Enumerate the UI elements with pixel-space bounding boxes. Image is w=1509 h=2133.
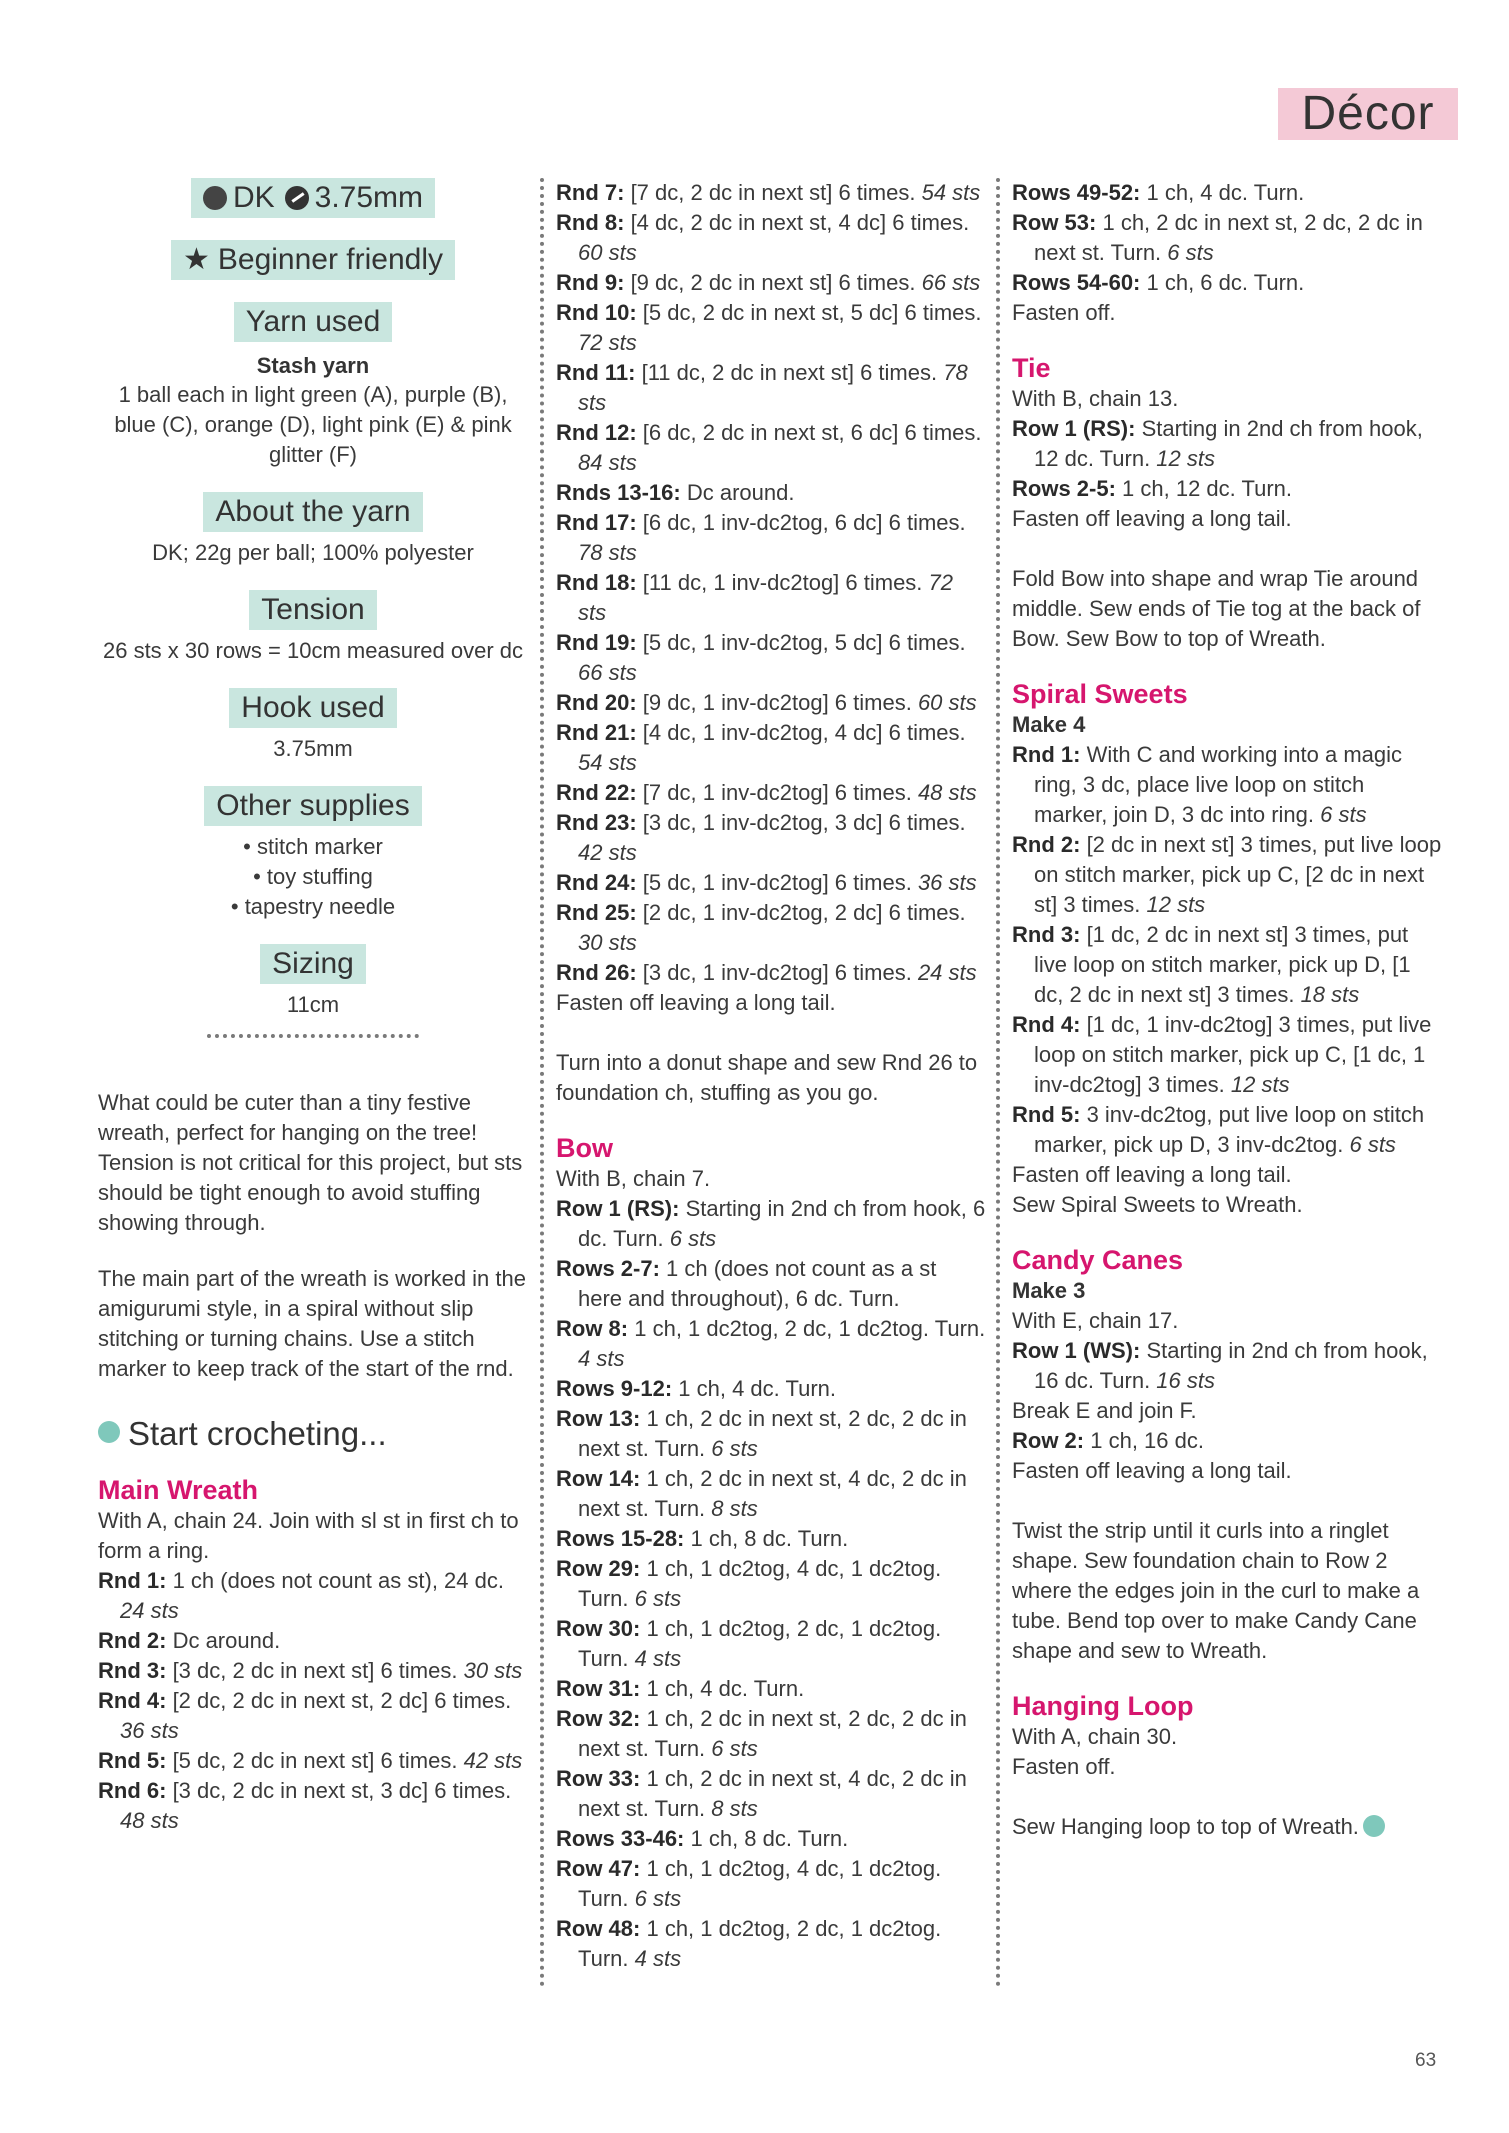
level-heading (171, 240, 455, 280)
supplies-heading: Other supplies (204, 786, 421, 826)
step-text: 1 ch, 2 dc in next st, 4 dc, 2 dc in next st. Turn. (578, 1466, 967, 1521)
pattern-step (556, 1194, 986, 1254)
step-text: [3 dc, 2 dc in next st, 3 dc] 6 times. (166, 1778, 512, 1803)
pattern-step (556, 358, 986, 418)
stitch-count: 30 sts (578, 930, 637, 955)
spiral-steps (1012, 740, 1442, 1160)
stitch-count: 36 sts (120, 1718, 179, 1743)
step-text: 1 ch, 6 dc. Turn. (1140, 270, 1305, 295)
stitch-count: 72 sts (578, 570, 954, 625)
step-label: Rnd 23: (556, 810, 637, 835)
bow-fasten: Fasten off. (1012, 300, 1116, 325)
step-label: Rnd 20: (556, 690, 637, 715)
pattern-step (556, 568, 986, 628)
step-label: Rnd 3: (1012, 922, 1081, 947)
step-label: Rnd 7: (556, 180, 625, 205)
hanging-finish (1012, 1812, 1442, 1842)
step-text: 1 ch, 8 dc. Turn. (684, 1526, 849, 1551)
step-text: [2 dc in next st] 3 times, put live loop on stitch marker, pick up C, [2 dc in next st] 3 times. (1034, 832, 1442, 917)
tension-block (98, 590, 528, 666)
bow-steps (556, 1194, 986, 1974)
yarn-used-sub: Stash yarn (256, 353, 370, 378)
step-label: Row 14: (556, 1466, 641, 1491)
stitch-count: 54 sts (921, 180, 981, 205)
step-label: Rows 2-7: (556, 1256, 660, 1281)
divider (207, 1034, 419, 1038)
pattern-step (556, 1764, 986, 1824)
pattern-step (556, 1404, 986, 1464)
pattern-step (556, 1674, 986, 1704)
pattern-step (1012, 830, 1442, 920)
about-yarn-heading: About the yarn (203, 492, 422, 532)
step-label: Rnd 4: (98, 1688, 167, 1713)
sizing-heading: Sizing (260, 944, 366, 984)
step-label: Rnd 21: (556, 720, 637, 745)
stitch-count: 6 sts (711, 1736, 758, 1761)
pattern-step (556, 898, 986, 958)
pattern-step (556, 1914, 986, 1974)
pattern-step (98, 1656, 528, 1686)
step-text: [11 dc, 1 inv-dc2tog] 6 times. (636, 570, 929, 595)
step-text: Dc around. (680, 480, 795, 505)
tie-intro: With B, chain 13. (1012, 386, 1179, 411)
tension-heading: Tension (249, 590, 376, 630)
step-text: 1 ch, 2 dc in next st, 2 dc, 2 dc in next st. Turn. (1034, 210, 1423, 265)
start-heading-text: Start crocheting... (128, 1415, 387, 1452)
pattern-step (1012, 474, 1442, 504)
step-label: Row 8: (556, 1316, 629, 1341)
step-text: 3 inv-dc2tog, put live loop on stitch marker, pick up D, 3 inv-dc2tog. (1034, 1102, 1425, 1157)
step-label: Rnd 10: (556, 300, 637, 325)
main-wreath-intro: With A, chain 24. Join with sl st in first ch to form a ring. (98, 1508, 519, 1563)
step-text: [9 dc, 2 dc in next st] 6 times. (624, 270, 922, 295)
yarn-ball-icon (1363, 1815, 1385, 1837)
stitch-count: 24 sts (917, 960, 977, 985)
stitch-count: 30 sts (463, 1658, 523, 1683)
step-label: Row 29: (556, 1556, 641, 1581)
stitch-count: 78 sts (578, 360, 968, 415)
step-text: 1 ch, 2 dc in next st, 4 dc, 2 dc in next st. Turn. (578, 1766, 967, 1821)
step-text: 1 ch, 4 dc. Turn. (1140, 180, 1305, 205)
candy-finish: Twist the strip until it curls into a ringlet shape. Sew foundation chain to Row 2 where the edges join in the curl to make a tube. Bend top over to make Candy Cane shape and sew to Wreath. (1012, 1518, 1420, 1663)
step-label: Rnd 4: (1012, 1012, 1081, 1037)
yarn-used-heading: Yarn used (234, 302, 393, 342)
step-text: [6 dc, 1 inv-dc2tog, 6 dc] 6 times. (636, 510, 966, 535)
stitch-count: 42 sts (463, 1748, 523, 1773)
pattern-step (556, 208, 986, 268)
step-label: Rnd 6: (98, 1778, 167, 1803)
yarn-used-text: 1 ball each in light green (A), purple (B), blue (C), orange (D), light pink (E) & pink glitter (F) (114, 382, 512, 467)
step-label: Rnd 11: (556, 360, 636, 385)
pattern-step (1012, 740, 1442, 830)
step-text: 1 ch, 2 dc in next st, 2 dc, 2 dc in next st. Turn. (578, 1706, 967, 1761)
stitch-count: 66 sts (578, 660, 637, 685)
main-wreath-steps-continued (556, 178, 986, 988)
step-text: 1 ch, 1 dc2tog, 4 dc, 1 dc2tog. Turn. (578, 1856, 942, 1911)
spiral-make: Make 4 (1012, 712, 1086, 737)
hanging-heading: Hanging Loop (1012, 1691, 1194, 1721)
about-yarn-block (98, 492, 528, 568)
step-text: 1 ch, 1 dc2tog, 2 dc, 1 dc2tog. Turn. (578, 1916, 942, 1971)
stitch-count: 4 sts (634, 1946, 682, 1971)
step-label: Rnd 17: (556, 510, 637, 535)
main-wreath-steps (98, 1566, 528, 1836)
step-text: Starting in 2nd ch from hook, 12 dc. Turn. (1034, 416, 1423, 471)
step-text: [5 dc, 2 dc in next st, 5 dc] 6 times. (636, 300, 982, 325)
main-wreath-finish: Turn into a donut shape and sew Rnd 26 to foundation ch, stuffing as you go. (556, 1050, 978, 1105)
step-label: Rows 54-60: (1012, 270, 1141, 295)
step-label: Rnd 19: (556, 630, 637, 655)
stitch-count: 60 sts (578, 240, 637, 265)
step-label: Row 1 (RS): (556, 1196, 680, 1221)
pattern-step (556, 1374, 986, 1404)
stitch-count: 78 sts (578, 540, 637, 565)
step-text: [5 dc, 1 inv-dc2tog, 5 dc] 6 times. (636, 630, 966, 655)
tie-fasten: Fasten off leaving a long tail. (1012, 506, 1292, 531)
stitch-count: 84 sts (578, 450, 637, 475)
pattern-step (556, 1554, 986, 1614)
hanging-fasten: Fasten off. (1012, 1754, 1116, 1779)
supplies-list (98, 832, 528, 922)
step-text: [2 dc, 2 dc in next st, 2 dc] 6 times. (166, 1688, 512, 1713)
main-wreath-heading: Main Wreath (98, 1475, 259, 1505)
tension-text: 26 sts x 30 rows = 10cm measured over dc (102, 638, 524, 663)
stitch-count: 12 sts (1146, 892, 1206, 917)
stitch-count: 48 sts (917, 780, 977, 805)
stitch-count: 48 sts (120, 1808, 179, 1833)
spec-heading (191, 178, 435, 218)
column-2 (556, 178, 986, 1974)
pattern-step (556, 628, 986, 688)
stitch-count: 6 sts (1320, 802, 1367, 827)
pattern-step (556, 868, 986, 898)
step-text: [3 dc, 2 dc in next st] 6 times. (166, 1658, 464, 1683)
pattern-step (556, 178, 986, 208)
pattern-step (556, 1524, 986, 1554)
hook-icon (285, 186, 309, 210)
pattern-step (556, 268, 986, 298)
column-1 (98, 178, 528, 1836)
stitch-count: 24 sts (120, 1598, 179, 1623)
step-label: Row 33: (556, 1766, 641, 1791)
step-text: With C and working into a magic ring, 3 dc, place live loop on stitch marker, join D, 3 dc into ring. (1034, 742, 1403, 827)
step-text: [1 dc, 1 inv-dc2tog] 3 times, put live loop on stitch marker, pick up C, [1 dc, 1 inv-dc2tog] 3 times. (1034, 1012, 1432, 1097)
stitch-count: 18 sts (1300, 982, 1360, 1007)
pattern-step (1012, 208, 1442, 268)
step-text: Dc around. (166, 1628, 281, 1653)
hanging-finish-text: Sew Hanging loop to top of Wreath. (1012, 1814, 1359, 1839)
step-label: Rnd 3: (98, 1658, 167, 1683)
step-text: [1 dc, 2 dc in next st] 3 times, put live loop on stitch marker, pick up D, [1 dc, 2 dc in next st] 3 times. (1034, 922, 1411, 1007)
step-label: Rnd 24: (556, 870, 637, 895)
pattern-step (556, 718, 986, 778)
step-text: 1 ch, 1 dc2tog, 2 dc, 1 dc2tog. Turn. (628, 1316, 986, 1341)
bow-intro: With B, chain 7. (556, 1166, 711, 1191)
step-text: 1 ch, 4 dc. Turn. (672, 1376, 837, 1401)
candy-break: Break E and join F. (1012, 1398, 1197, 1423)
about-yarn-text: DK; 22g per ball; 100% polyester (152, 540, 474, 565)
step-text: [5 dc, 1 inv-dc2tog] 6 times. (636, 870, 918, 895)
spec-block (98, 178, 528, 218)
spec-yarn: DK (232, 181, 275, 214)
step-label: Rnd 2: (98, 1628, 167, 1653)
supply-item: • toy stuffing (98, 862, 528, 892)
pattern-step (556, 1704, 986, 1764)
step-label: Rnd 26: (556, 960, 637, 985)
pattern-step (1012, 414, 1442, 474)
candy-intro: With E, chain 17. (1012, 1308, 1179, 1333)
pattern-step (556, 1464, 986, 1524)
step-label: Rnd 22: (556, 780, 637, 805)
stitch-count: 66 sts (921, 270, 981, 295)
pattern-step (98, 1566, 528, 1626)
stitch-count: 60 sts (917, 690, 977, 715)
level-block (98, 240, 528, 280)
step-label: Row 53: (1012, 210, 1097, 235)
step-text: Starting in 2nd ch from hook, 16 dc. Turn. (1034, 1338, 1428, 1393)
step-label: Rnd 25: (556, 900, 637, 925)
hook-block (98, 688, 528, 764)
step-label: Rnd 1: (1012, 742, 1081, 767)
step-label: Rows 2-5: (1012, 476, 1116, 501)
pattern-step (556, 958, 986, 988)
supply-item: • stitch marker (98, 832, 528, 862)
stitch-count: 12 sts (1230, 1072, 1290, 1097)
pattern-step (98, 1686, 528, 1746)
spiral-heading: Spiral Sweets (1012, 679, 1188, 709)
start-heading (98, 1414, 528, 1454)
stitch-count: 6 sts (634, 1886, 682, 1911)
yarn-ball-icon (203, 186, 227, 210)
candy-steps-2 (1012, 1426, 1442, 1456)
step-text: 1 ch, 4 dc. Turn. (640, 1676, 805, 1701)
step-text: 1 ch, 2 dc in next st, 2 dc, 2 dc in next st. Turn. (578, 1406, 967, 1461)
step-label: Row 31: (556, 1676, 641, 1701)
level-text: Beginner friendly (217, 243, 444, 276)
pattern-step (1012, 920, 1442, 1010)
step-text: 1 ch (does not count as st), 24 dc. (166, 1568, 504, 1593)
pattern-step (1012, 178, 1442, 208)
page-number: 63 (1415, 2050, 1437, 2071)
column-3 (1012, 178, 1442, 1842)
stitch-count: 16 sts (1156, 1368, 1215, 1393)
step-text: [6 dc, 2 dc in next st, 6 dc] 6 times. (636, 420, 982, 445)
hook-text: 3.75mm (273, 736, 353, 761)
stitch-count: 6 sts (1349, 1132, 1396, 1157)
pattern-step (1012, 1100, 1442, 1160)
stitch-count: 6 sts (669, 1226, 717, 1251)
step-text: [11 dc, 2 dc in next st] 6 times. (635, 360, 944, 385)
stitch-count: 42 sts (578, 840, 637, 865)
step-label: Rnd 5: (1012, 1102, 1081, 1127)
step-label: Rnd 12: (556, 420, 637, 445)
step-label: Rows 15-28: (556, 1526, 685, 1551)
step-text: [3 dc, 1 inv-dc2tog] 6 times. (636, 960, 918, 985)
step-text: 1 ch (does not count as a st here and throughout), 6 dc. Turn. (578, 1256, 937, 1311)
stitch-count: 54 sts (578, 750, 637, 775)
step-text: 1 ch, 16 dc. (1084, 1428, 1204, 1453)
yarn-used-block (98, 302, 528, 470)
section-tag: Décor (1278, 88, 1458, 140)
step-text: 1 ch, 1 dc2tog, 2 dc, 1 dc2tog. Turn. (578, 1616, 942, 1671)
step-text: [2 dc, 1 inv-dc2tog, 2 dc] 6 times. (636, 900, 966, 925)
hook-heading: Hook used (229, 688, 396, 728)
step-text: [9 dc, 1 inv-dc2tog] 6 times. (636, 690, 918, 715)
stitch-count: 4 sts (578, 1346, 625, 1371)
column-divider (540, 178, 544, 1988)
step-label: Rows 9-12: (556, 1376, 673, 1401)
step-text: Starting in 2nd ch from hook, 6 dc. Turn. (578, 1196, 986, 1251)
step-label: Rnds 13-16: (556, 480, 681, 505)
intro-paragraph: The main part of the wreath is worked in the amigurumi style, in a spiral without slip stitching or turning chains. Use a stitch marker to keep track of the start of the rnd. (98, 1266, 526, 1381)
step-label: Rows 33-46: (556, 1826, 685, 1851)
spec-hook: 3.75mm (314, 181, 424, 214)
step-text: [4 dc, 1 inv-dc2tog, 4 dc] 6 times. (636, 720, 966, 745)
step-label: Rnd 2: (1012, 832, 1081, 857)
stitch-count: 72 sts (578, 330, 637, 355)
pattern-step (1012, 268, 1442, 298)
step-text: [4 dc, 2 dc in next st, 4 dc] 6 times. (624, 210, 970, 235)
pattern-step (1012, 1426, 1442, 1456)
supply-item: • tapestry needle (98, 892, 528, 922)
pattern-step (1012, 1010, 1442, 1100)
step-label: Row 2: (1012, 1428, 1085, 1453)
step-label: Row 1 (RS): (1012, 416, 1136, 441)
supplies-block (98, 786, 528, 922)
pattern-step (98, 1626, 528, 1656)
pattern-step (556, 1854, 986, 1914)
step-text: [7 dc, 1 inv-dc2tog] 6 times. (636, 780, 918, 805)
yarn-ball-icon (98, 1421, 120, 1443)
stitch-count: 6 sts (634, 1586, 682, 1611)
pattern-step (556, 478, 986, 508)
step-label: Row 32: (556, 1706, 641, 1731)
candy-fasten: Fasten off leaving a long tail. (1012, 1458, 1292, 1483)
step-label: Row 30: (556, 1616, 641, 1641)
pattern-step (556, 418, 986, 478)
pattern-step (556, 1824, 986, 1854)
stitch-count: 6 sts (711, 1436, 758, 1461)
stitch-count: 8 sts (711, 1796, 758, 1821)
step-text: [7 dc, 2 dc in next st] 6 times. (624, 180, 922, 205)
candy-heading: Candy Canes (1012, 1245, 1184, 1275)
step-label: Row 47: (556, 1856, 641, 1881)
candy-make: Make 3 (1012, 1278, 1086, 1303)
step-text: [3 dc, 1 inv-dc2tog, 3 dc] 6 times. (636, 810, 966, 835)
step-text: 1 ch, 12 dc. Turn. (1115, 476, 1293, 501)
step-label: Rows 49-52: (1012, 180, 1141, 205)
bow-steps-continued (1012, 178, 1442, 298)
spiral-fasten: Fasten off leaving a long tail. (1012, 1162, 1292, 1187)
bow-heading: Bow (556, 1133, 613, 1163)
sizing-text: 11cm (286, 992, 340, 1017)
column-divider (996, 178, 1000, 1988)
step-label: Rnd 5: (98, 1748, 167, 1773)
pattern-step (98, 1776, 528, 1836)
pattern-step (1012, 1336, 1442, 1396)
step-text: 1 ch, 8 dc. Turn. (684, 1826, 849, 1851)
stitch-count: 6 sts (1167, 240, 1214, 265)
main-wreath-fasten: Fasten off leaving a long tail. (556, 990, 836, 1015)
pattern-step (556, 508, 986, 568)
tie-heading: Tie (1012, 353, 1051, 383)
step-label: Rnd 8: (556, 210, 625, 235)
intro-paragraph: What could be cuter than a tiny festive wreath, perfect for hanging on the tree! Tension is not critical for this project, but sts should be tight enough to avoid stuffing showing through. (98, 1090, 523, 1235)
pattern-step (98, 1746, 528, 1776)
sizing-block (98, 944, 528, 1020)
tie-steps (1012, 414, 1442, 504)
stitch-count: 4 sts (634, 1646, 682, 1671)
step-label: Row 13: (556, 1406, 641, 1431)
stitch-count: 8 sts (711, 1496, 758, 1521)
stitch-count: 12 sts (1156, 446, 1215, 471)
step-label: Row 48: (556, 1916, 641, 1941)
pattern-step (556, 778, 986, 808)
step-label: Rnd 1: (98, 1568, 167, 1593)
step-label: Rnd 9: (556, 270, 625, 295)
step-label: Rnd 18: (556, 570, 637, 595)
pattern-step (556, 688, 986, 718)
step-text: [5 dc, 2 dc in next st] 6 times. (166, 1748, 464, 1773)
tie-finish: Fold Bow into shape and wrap Tie around middle. Sew ends of Tie tog at the back of Bow. Sew Bow to top of Wreath. (1012, 566, 1421, 651)
stitch-count: 36 sts (917, 870, 977, 895)
step-label: Row 1 (WS): (1012, 1338, 1141, 1363)
spiral-sew: Sew Spiral Sweets to Wreath. (1012, 1192, 1303, 1217)
pattern-step (556, 298, 986, 358)
pattern-step (556, 1314, 986, 1374)
pattern-step (556, 1254, 986, 1314)
hanging-intro: With A, chain 30. (1012, 1724, 1178, 1749)
step-text: 1 ch, 1 dc2tog, 4 dc, 1 dc2tog. Turn. (578, 1556, 942, 1611)
candy-steps (1012, 1336, 1442, 1396)
pattern-step (556, 1614, 986, 1674)
star-icon: ★ (182, 243, 210, 276)
pattern-step (556, 808, 986, 868)
